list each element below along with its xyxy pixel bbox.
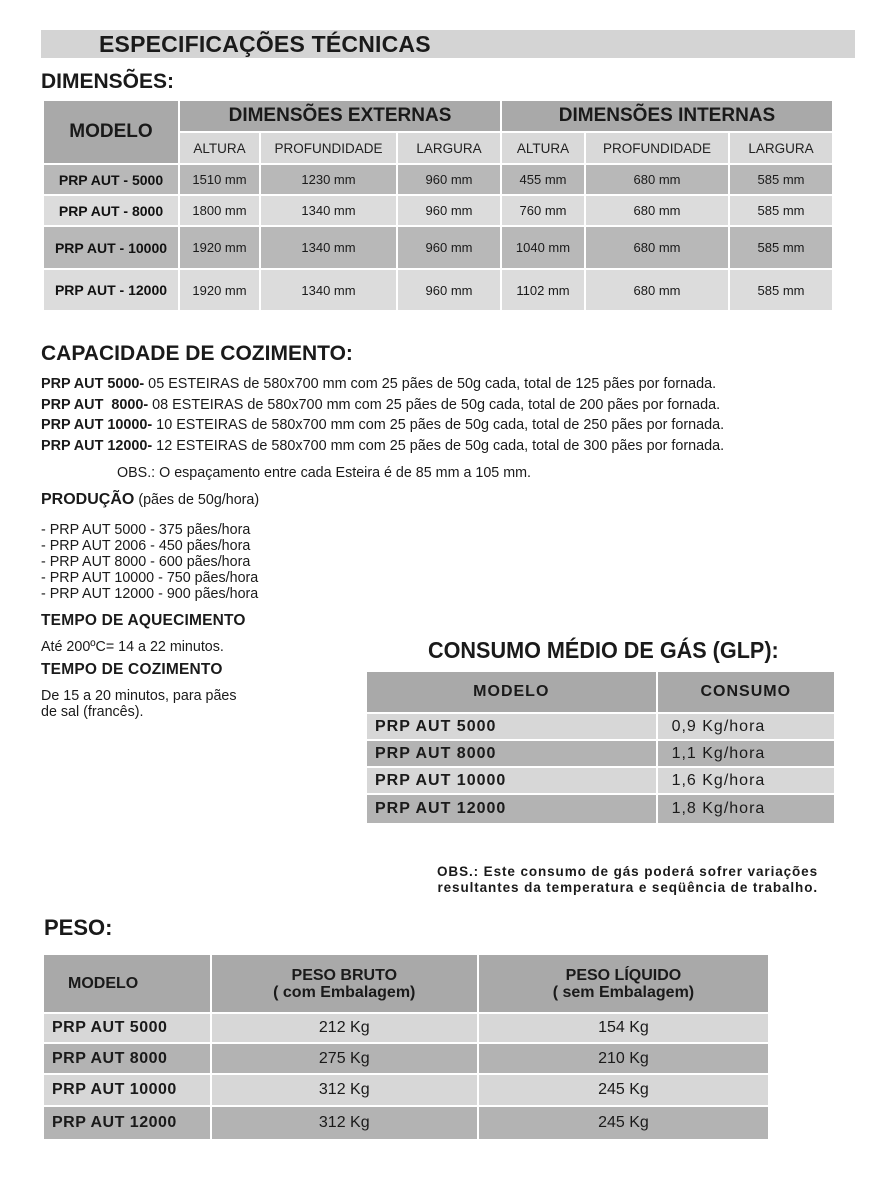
peso-table (42, 953, 770, 1141)
page-title: ESPECIFICAÇÕES TÉCNICAS (99, 31, 431, 57)
capacidade-list (41, 374, 724, 456)
cell: 760 mm (501, 195, 585, 226)
peso-model: PRP AUT 12000 (43, 1106, 211, 1140)
table-row (366, 740, 835, 767)
row-model: PRP AUT - 5000 (43, 164, 179, 195)
list-item: - PRP AUT 8000 - 600 pães/hora (41, 554, 251, 570)
sub-largura-ext: LARGURA (397, 132, 501, 164)
cell: 960 mm (397, 269, 501, 311)
gas-value: 0,9 Kg/hora (657, 713, 835, 740)
sub-profundidade-int: PROFUNDIDADE (585, 132, 729, 164)
cell: 1510 mm (179, 164, 260, 195)
list-item: - PRP AUT 5000 - 375 pães/hora (41, 522, 251, 538)
cell: 680 mm (585, 226, 729, 269)
list-item: - PRP AUT 10000 - 750 pães/hora (41, 570, 259, 586)
capacidade-line: PRP AUT 10000- 10 ESTEIRAS de 580x700 mm com 25 pães de 50g cada, total de 250 pães por fornada. (41, 417, 725, 433)
peso-liquido: 154 Kg (478, 1013, 769, 1043)
cell: 585 mm (729, 226, 833, 269)
table-row (43, 1106, 769, 1140)
aquecimento-heading: TEMPO DE AQUECIMENTO (41, 612, 246, 629)
gas-model: PRP AUT 10000 (366, 767, 657, 794)
cell: 1920 mm (179, 269, 260, 311)
table-row (366, 794, 835, 824)
cell: 680 mm (585, 164, 729, 195)
peso-bruto: 312 Kg (211, 1106, 478, 1140)
cell: 1102 mm (501, 269, 585, 311)
table-row (43, 269, 833, 311)
peso-liquido: 210 Kg (478, 1043, 769, 1074)
gas-value: 1,6 Kg/hora (657, 767, 835, 794)
cell: 1040 mm (501, 226, 585, 269)
row-model: PRP AUT - 12000 (43, 269, 179, 311)
gas-table (365, 670, 836, 825)
cozimento-text (41, 688, 237, 720)
cozimento-heading: TEMPO DE COZIMENTO (41, 661, 223, 678)
dimensoes-table (42, 99, 834, 312)
cell: 1230 mm (260, 164, 397, 195)
cell: 585 mm (729, 195, 833, 226)
sub-largura-int: LARGURA (729, 132, 833, 164)
gas-heading: CONSUMO MÉDIO DE GÁS (GLP): (428, 637, 779, 663)
gas-obs (437, 864, 818, 895)
cell: 1340 mm (260, 226, 397, 269)
col-modelo: MODELO (43, 100, 179, 164)
capacidade-line: PRP AUT 12000- 12 ESTEIRAS de 580x700 mm com 25 pães de 50g cada, total de 300 pães por fornada. (41, 437, 725, 454)
cell: 585 mm (729, 164, 833, 195)
producao-list (41, 522, 258, 602)
peso-col-modelo: MODELO (43, 954, 211, 1013)
producao-heading: PRODUÇÃO (41, 491, 135, 508)
cell: 455 mm (501, 164, 585, 195)
cell: 1340 mm (260, 195, 397, 226)
peso-liquido: 245 Kg (478, 1074, 769, 1106)
table-row (43, 195, 833, 226)
gas-col-consumo: CONSUMO (657, 671, 835, 713)
producao-header (41, 491, 259, 509)
sub-altura-ext: ALTURA (179, 132, 260, 164)
peso-liquido: 245 Kg (478, 1106, 769, 1140)
cell: 960 mm (397, 195, 501, 226)
cell: 680 mm (585, 269, 729, 311)
gas-obs-line: resultantes da temperatura e seqüência de trabalho. (437, 879, 818, 895)
capacidade-obs: OBS.: O espaçamento entre cada Esteira é de 85 mm a 105 mm. (117, 465, 532, 481)
producao-unit: (pães de 50g/hora) (134, 492, 260, 508)
table-row (43, 1013, 769, 1043)
peso-model: PRP AUT 8000 (43, 1043, 211, 1074)
gas-model: PRP AUT 5000 (366, 713, 657, 740)
table-row (43, 226, 833, 269)
cozimento-line: de sal (francês). (41, 704, 144, 720)
gas-model: PRP AUT 12000 (366, 794, 657, 824)
capacidade-heading: CAPACIDADE DE COZIMENTO: (41, 342, 353, 365)
gas-obs-line: OBS.: Este consumo de gás poderá sofrer variações (437, 864, 818, 879)
cell: 960 mm (397, 164, 501, 195)
cell: 680 mm (585, 195, 729, 226)
gas-value: 1,1 Kg/hora (657, 740, 835, 767)
peso-bruto: 212 Kg (211, 1013, 478, 1043)
table-row (366, 767, 835, 794)
sub-altura-int: ALTURA (501, 132, 585, 164)
cell: 960 mm (397, 226, 501, 269)
title-bar (41, 30, 855, 58)
group-externas: DIMENSÕES EXTERNAS (179, 100, 501, 132)
gas-col-modelo: MODELO (366, 671, 657, 713)
peso-bruto: 275 Kg (211, 1043, 478, 1074)
peso-col-liquido: PESO LÍQUIDO ( sem Embalagem) (478, 954, 769, 1013)
dimensoes-heading: DIMENSÕES: (41, 70, 175, 93)
cell: 585 mm (729, 269, 833, 311)
capacidade-line: PRP AUT 5000- 05 ESTEIRAS de 580x700 mm com 25 pães de 50g cada, total de 125 pães por fornada. (41, 376, 717, 392)
table-row (43, 164, 833, 195)
capacidade-line: PRP AUT 8000- 08 ESTEIRAS de 580x700 mm com 25 pães de 50g cada, total de 200 pães por fornada. (41, 396, 721, 413)
peso-model: PRP AUT 5000 (43, 1013, 211, 1043)
table-row (366, 713, 835, 740)
aquecimento-text: Até 200ºC= 14 a 22 minutos. (41, 639, 224, 655)
list-item: - PRP AUT 12000 - 900 pães/hora (41, 586, 259, 602)
gas-value: 1,8 Kg/hora (657, 794, 835, 824)
list-item: - PRP AUT 2006 - 450 pães/hora (41, 538, 251, 554)
cell: 1920 mm (179, 226, 260, 269)
cell: 1800 mm (179, 195, 260, 226)
peso-col-bruto: PESO BRUTO ( com Embalagem) (211, 954, 478, 1013)
cozimento-line: De 15 a 20 minutos, para pães (41, 688, 237, 704)
peso-model: PRP AUT 10000 (43, 1074, 211, 1106)
sub-profundidade-ext: PROFUNDIDADE (260, 132, 397, 164)
peso-bruto: 312 Kg (211, 1074, 478, 1106)
group-internas: DIMENSÕES INTERNAS (501, 100, 833, 132)
row-model: PRP AUT - 10000 (43, 226, 179, 269)
cell: 1340 mm (260, 269, 397, 311)
table-row (43, 1043, 769, 1074)
row-model: PRP AUT - 8000 (43, 195, 179, 226)
table-row (43, 1074, 769, 1106)
peso-heading: PESO: (44, 915, 113, 940)
gas-model: PRP AUT 8000 (366, 740, 657, 767)
